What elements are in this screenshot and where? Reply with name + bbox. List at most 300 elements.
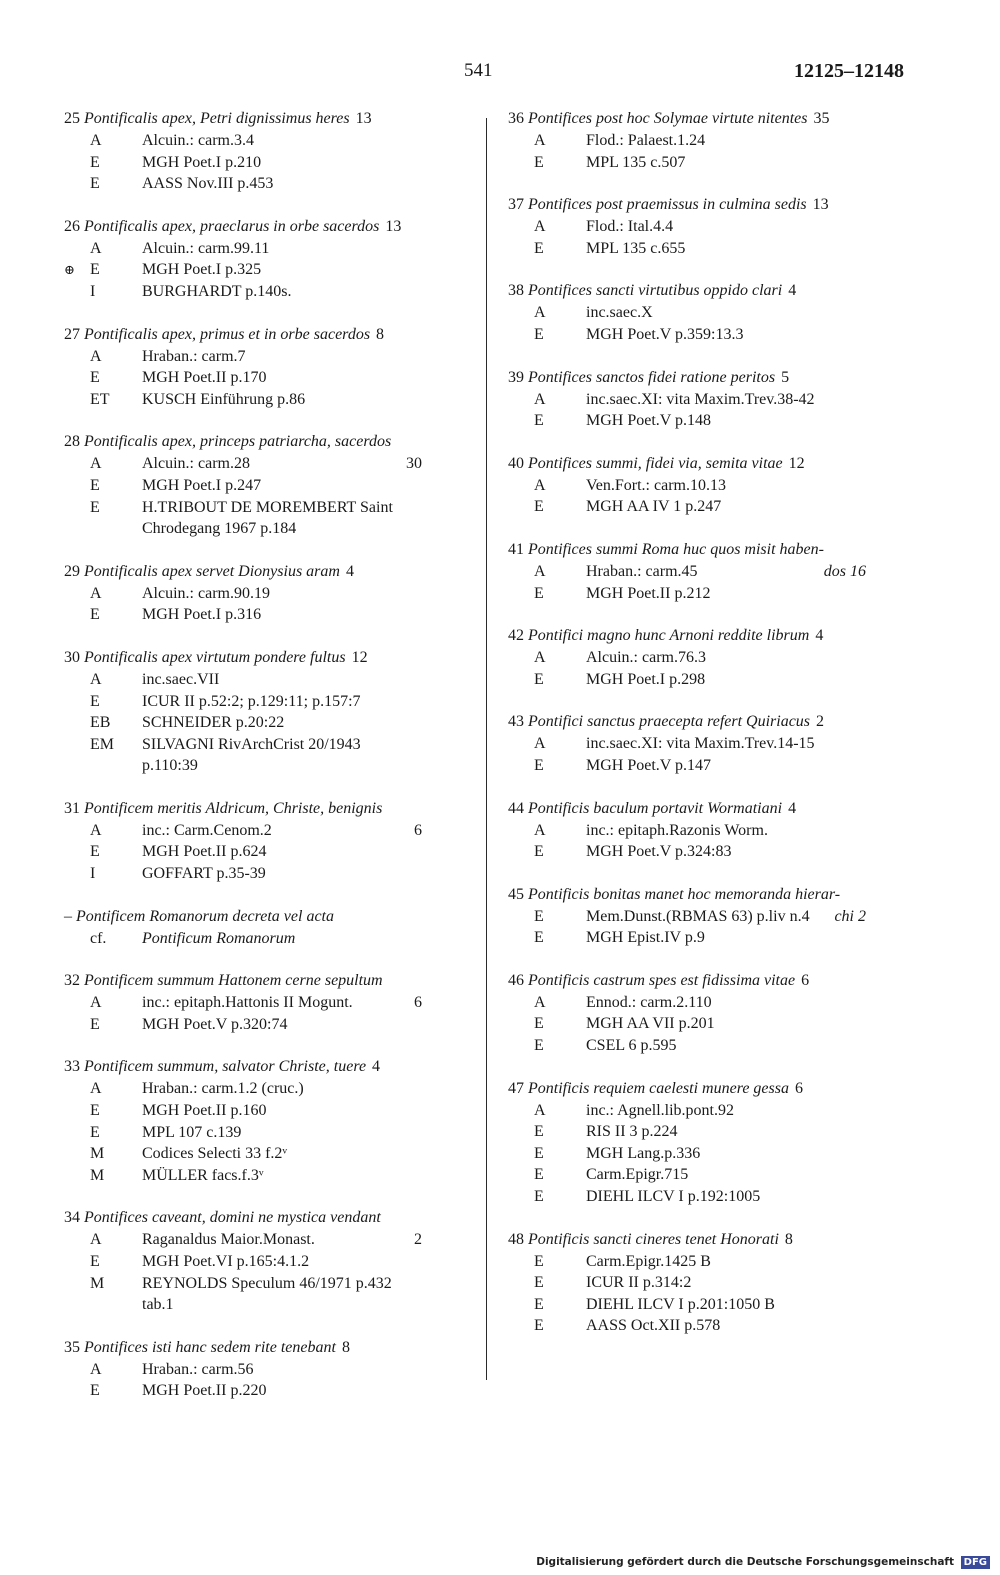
reference-text: MGH Poet.V p.324:83	[586, 843, 732, 861]
reference-row	[508, 583, 908, 605]
reference-code	[508, 1294, 586, 1316]
reference-text: Alcuin.: carm.76.3	[586, 649, 706, 667]
entry-headline	[64, 970, 464, 992]
entry	[64, 108, 464, 195]
reference-code	[508, 302, 586, 324]
reference-code	[508, 475, 586, 497]
entry-headline	[508, 539, 908, 561]
reference-code	[508, 755, 586, 777]
reference-text: ICUR II p.314:2	[586, 1274, 692, 1292]
reference-code	[508, 1272, 586, 1294]
reference-text: Alcuin.: carm.99.11	[142, 239, 270, 257]
reference-code	[64, 1014, 142, 1036]
reference-row	[508, 992, 908, 1014]
reference-code	[64, 281, 142, 303]
entry-incipit: Pontificalis apex, primus et in orbe sacerdos	[84, 325, 371, 343]
reference-code-label: E	[534, 843, 544, 861]
reference-code-label: E	[534, 1015, 544, 1033]
reference-row	[64, 389, 464, 411]
verse-count: 13	[355, 110, 372, 127]
entry-headline	[508, 625, 908, 647]
entry-number: 39	[508, 368, 524, 386]
reference-text: MGH AA VII p.201	[586, 1015, 715, 1033]
entry-incipit: Pontificalis apex, praeclarus in orbe sacerdos	[84, 217, 380, 235]
reference-code	[508, 1315, 586, 1337]
reference-text: Alcuin.: carm.90.19	[142, 584, 270, 602]
entry	[508, 625, 908, 690]
entry-incipit: Pontifici magno hunc Arnoni reddite librum	[528, 627, 810, 645]
entry-number: 40	[508, 454, 524, 472]
entry-incipit: Pontifices summi, fidei via, semita vitae	[528, 454, 783, 472]
reference-text: MGH Poet.II p.170	[142, 369, 267, 387]
reference-text: MGH Poet.I p.210	[142, 153, 262, 171]
verse-count: 4	[372, 1058, 381, 1076]
reference-code-label: E	[534, 756, 544, 774]
reference-code	[508, 238, 586, 260]
reference-text: BURGHARDT p.140s.	[142, 282, 292, 300]
reference-code	[508, 992, 586, 1014]
reference-code	[508, 1121, 586, 1143]
entry-incipit: Pontifices post hoc Solymae virtute nitentes	[528, 110, 808, 127]
reference-code	[508, 1143, 586, 1165]
reference-row	[64, 928, 464, 950]
reference-row	[508, 324, 908, 346]
verse-count: 5	[781, 368, 790, 386]
entry-headline	[508, 1229, 908, 1251]
entry-number: 48	[508, 1230, 524, 1248]
entry-incipit: Pontificalis apex servet Dionysius aram	[84, 562, 340, 580]
reference-code	[508, 583, 586, 605]
reference-code	[64, 453, 142, 475]
reference-text: MGH Poet.I p.325	[142, 261, 262, 279]
entry-incipit: Pontificalis apex virtutum pondere fultus	[84, 648, 346, 666]
reference-code	[64, 669, 142, 691]
entry-number: 42	[508, 627, 524, 645]
reference-code-label: E	[90, 175, 100, 193]
reference-text: MGH Poet.VI p.165:4.1.2	[142, 1253, 310, 1270]
reference-text: MGH Poet.V p.147	[586, 756, 712, 774]
entry-incipit: Pontificis baculum portavit Wormatiani	[528, 799, 783, 817]
entry	[508, 367, 908, 432]
reference-code	[508, 152, 586, 174]
entry-incipit: Pontifices sanctos fidei ratione peritos	[528, 368, 776, 386]
reference-text: p.110:39	[142, 757, 198, 775]
reference-code-label: E	[534, 498, 544, 516]
entry-number: 44	[508, 799, 524, 817]
reference-row	[508, 1164, 908, 1186]
reference-text: MGH Poet.I p.247	[142, 476, 262, 494]
reference-code	[508, 324, 586, 346]
reference-text: H.TRIBOUT DE MOREMBERT Saint	[142, 498, 393, 516]
reference-row	[508, 1100, 908, 1122]
reference-code-label: A	[90, 455, 102, 473]
reference-code-label: A	[90, 670, 102, 688]
reference-code	[64, 1273, 142, 1295]
reference-row	[508, 496, 908, 518]
entry	[508, 884, 908, 949]
reference-code-label: A	[90, 584, 102, 602]
reference-code	[508, 1100, 586, 1122]
entry-incipit: Pontifices post praemissus in culmina sedis	[528, 196, 807, 214]
reference-code	[64, 863, 142, 885]
entry-headline	[64, 1056, 464, 1078]
reference-code-label: A	[90, 132, 102, 149]
reference-code	[508, 1186, 586, 1208]
entry-number: 46	[508, 971, 524, 989]
reference-row	[508, 561, 908, 583]
reference-row	[508, 906, 908, 928]
entry-number: 28	[64, 433, 80, 451]
column-divider	[486, 118, 487, 1380]
reference-text: REYNOLDS Speculum 46/1971 p.432	[142, 1274, 392, 1292]
reference-code	[508, 906, 586, 928]
line-continuation: 30	[406, 455, 422, 473]
reference-row	[64, 1294, 464, 1316]
reference-text: Alcuin.: carm.28	[142, 455, 250, 473]
line-continuation: 6	[414, 821, 422, 839]
reference-text: Pontificum Romanorum	[142, 929, 296, 947]
reference-row	[508, 669, 908, 691]
reference-text: Flod.: Ital.4.4	[586, 218, 674, 236]
entry-headline	[64, 216, 464, 238]
reference-code	[64, 1359, 142, 1381]
reference-code-label: A	[534, 304, 546, 322]
reference-row	[64, 238, 464, 260]
reference-text: MGH Poet.II p.160	[142, 1102, 267, 1120]
entry-incipit: Pontificis castrum spes est fidissima vitae	[528, 971, 796, 989]
verse-count: 8	[376, 325, 385, 343]
reference-code-label: A	[534, 390, 546, 408]
entry-headline	[64, 906, 464, 928]
reference-code	[508, 410, 586, 432]
reference-code-label: EB	[90, 714, 111, 732]
reference-row	[64, 152, 464, 174]
reference-code	[64, 1251, 142, 1273]
reference-code	[508, 496, 586, 518]
entry-number: 32	[64, 972, 80, 990]
reference-code-label: E	[90, 1123, 100, 1141]
reference-code-label: E	[534, 1037, 544, 1055]
reference-row	[508, 1013, 908, 1035]
entry-number: 29	[64, 562, 80, 580]
reference-code-label: E	[90, 1253, 100, 1270]
entry-number: 38	[508, 282, 524, 300]
reference-code-label: E	[534, 1123, 544, 1141]
entry-incipit: Pontifici sanctus praecepta refert Quiriacus	[528, 713, 811, 731]
reference-text: inc.saec.VII	[142, 670, 220, 688]
reference-row	[508, 1272, 908, 1294]
reference-text: RIS II 3 p.224	[586, 1123, 678, 1141]
reference-code-label: E	[534, 1274, 544, 1292]
entry-number: 27	[64, 325, 80, 343]
reference-code	[64, 1100, 142, 1122]
footer-credit	[536, 1556, 990, 1569]
right-column	[508, 108, 908, 1358]
reference-row	[508, 820, 908, 842]
entry	[64, 431, 464, 539]
reference-row	[64, 173, 464, 195]
reference-code-label: E	[90, 692, 100, 710]
reference-text: SILVAGNI RivArchCrist 20/1943	[142, 735, 361, 753]
reference-code	[64, 583, 142, 605]
reference-code	[508, 1251, 586, 1273]
reference-row	[64, 1359, 464, 1381]
verse-count: 4	[788, 799, 797, 817]
entry	[508, 453, 908, 518]
entry-number: 30	[64, 648, 80, 666]
entry	[508, 1229, 908, 1337]
reference-code-label: I	[90, 865, 96, 883]
entry-number: –	[64, 907, 72, 925]
reference-row	[64, 755, 464, 777]
line-continuation: 6	[414, 994, 422, 1012]
reference-code-label: E	[90, 369, 100, 387]
left-column	[64, 108, 464, 1423]
reference-row	[64, 367, 464, 389]
entry	[508, 194, 908, 259]
reference-text: DIEHL ILCV I p.201:1050 B	[586, 1295, 775, 1313]
entry	[64, 324, 464, 411]
reference-code	[64, 1143, 142, 1165]
entry-headline	[508, 280, 908, 302]
reference-row	[508, 1035, 908, 1057]
entry-headline	[64, 108, 464, 130]
verse-count: 13	[812, 196, 829, 214]
reference-code	[64, 1078, 142, 1100]
reference-row	[64, 820, 464, 842]
reference-code	[64, 173, 142, 195]
entry-number: 25	[64, 110, 80, 127]
reference-text: inc.saec.XI: vita Maxim.Trev.14-15	[586, 735, 815, 753]
reference-code-label: A	[534, 821, 546, 839]
line-continuation: dos 16	[823, 562, 866, 580]
reference-text: Mem.Dunst.(RBMAS 63) p.liv n.4	[586, 907, 810, 925]
verse-count: 12	[788, 454, 805, 472]
reference-code	[508, 561, 586, 583]
reference-code-label: cf.	[90, 929, 107, 947]
reference-code	[64, 734, 142, 756]
reference-code-label: A	[534, 562, 546, 580]
reference-text: MGH AA IV 1 p.247	[586, 498, 722, 516]
reference-row	[508, 238, 908, 260]
reference-text: Hraban.: carm.7	[142, 347, 246, 365]
entry-headline	[508, 798, 908, 820]
dfg-logo: DFG	[961, 1556, 990, 1569]
reference-code	[508, 1035, 586, 1057]
entry-headline	[64, 798, 464, 820]
entry-headline	[508, 108, 908, 130]
cross-marker-icon: ⊕	[64, 262, 75, 278]
reference-code	[64, 497, 142, 519]
entry-number: 41	[508, 540, 524, 558]
reference-text: Carm.Epigr.1425 B	[586, 1252, 711, 1270]
reference-row	[64, 1273, 464, 1295]
reference-text: Ennod.: carm.2.110	[586, 993, 712, 1011]
entry-headline	[508, 453, 908, 475]
entry-headline	[64, 324, 464, 346]
reference-code-label: E	[90, 153, 100, 171]
reference-text: inc.saec.X	[586, 304, 653, 322]
reference-code	[508, 389, 586, 411]
reference-text: MGH Epist.IV p.9	[586, 929, 705, 947]
reference-row	[508, 1121, 908, 1143]
entry	[64, 561, 464, 626]
entry	[64, 798, 464, 885]
entry-incipit: Pontificis bonitas manet hoc memoranda hierar-	[528, 885, 841, 903]
reference-row	[64, 691, 464, 713]
reference-code	[508, 733, 586, 755]
verse-count: 4	[788, 282, 797, 300]
entry-headline	[64, 647, 464, 669]
reference-text: Hraban.: carm.56	[142, 1360, 254, 1378]
reference-code-label: E	[90, 1382, 100, 1400]
reference-text: SCHNEIDER p.20:22	[142, 714, 285, 732]
reference-row	[64, 604, 464, 626]
reference-row	[508, 841, 908, 863]
entry-incipit: Pontificem summum Hattonem cerne sepultum	[84, 972, 383, 990]
reference-row	[508, 1315, 908, 1337]
reference-row	[64, 497, 464, 519]
reference-row	[508, 389, 908, 411]
verse-count: 6	[794, 1079, 803, 1097]
entry	[508, 711, 908, 776]
reference-row	[508, 733, 908, 755]
reference-code-label: E	[90, 843, 100, 861]
reference-text: AASS Nov.III p.453	[142, 175, 274, 193]
reference-row	[508, 410, 908, 432]
line-continuation: 2	[414, 1231, 422, 1249]
entry-incipit: Pontificis sancti cineres tenet Honorati	[528, 1230, 779, 1248]
reference-code-label: M	[90, 1145, 105, 1163]
reference-code-label: E	[534, 153, 544, 171]
reference-row	[508, 152, 908, 174]
reference-text: MÜLLER facs.f.3ᵛ	[142, 1166, 264, 1184]
entry	[508, 798, 908, 863]
reference-text: CSEL 6 p.595	[586, 1037, 677, 1055]
reference-text: Flod.: Palaest.1.24	[586, 132, 706, 149]
reference-row	[64, 734, 464, 756]
entry-headline	[508, 1078, 908, 1100]
reference-code-label: E	[534, 584, 544, 602]
entry-incipit: Pontificem meritis Aldricum, Christe, benignis	[84, 799, 383, 817]
reference-code-label: E	[534, 1317, 544, 1335]
reference-code-label: E	[534, 1188, 544, 1206]
reference-code-label: E	[534, 929, 544, 947]
reference-text: Hraban.: carm.1.2 (cruc.)	[142, 1080, 304, 1098]
entry-number: 43	[508, 713, 524, 731]
entry-incipit: Pontificalis apex, princeps patriarcha, sacerdos	[84, 433, 392, 451]
entry-number: 26	[64, 217, 80, 235]
reference-code	[508, 647, 586, 669]
reference-code	[64, 152, 142, 174]
reference-code-label: EM	[90, 735, 114, 753]
reference-text: MGH Poet.I p.316	[142, 606, 262, 624]
reference-text: MPL 135 c.655	[586, 239, 686, 257]
entry	[64, 1337, 464, 1402]
reference-text: DIEHL ILCV I p.192:1005	[586, 1188, 761, 1206]
entry-incipit: Pontificalis apex, Petri dignissimus heres	[84, 110, 350, 127]
reference-code-label: M	[90, 1274, 105, 1292]
reference-code-label: E	[534, 1166, 544, 1184]
reference-text: Alcuin.: carm.3.4	[142, 132, 254, 149]
entry-incipit: Pontifices sancti virtutibus oppido clari	[528, 282, 783, 300]
reference-row	[64, 1100, 464, 1122]
reference-code	[508, 820, 586, 842]
entry-incipit: Pontificem Romanorum decreta vel acta	[76, 907, 334, 925]
entry	[508, 539, 908, 604]
reference-code	[64, 928, 142, 950]
reference-code	[64, 475, 142, 497]
entry-headline	[64, 431, 464, 453]
entry-headline	[508, 367, 908, 389]
reference-row	[64, 130, 464, 152]
reference-row	[64, 669, 464, 691]
reference-code-label: E	[90, 476, 100, 494]
reference-code-label: E	[90, 261, 100, 279]
entry-number: 37	[508, 196, 524, 214]
reference-text: ICUR II p.52:2; p.129:11; p.157:7	[142, 692, 361, 710]
entry-number: 31	[64, 799, 80, 817]
line-continuation: chi 2	[834, 907, 866, 925]
reference-code	[508, 216, 586, 238]
reference-code-label: A	[534, 1101, 546, 1119]
reference-text: inc.: epitaph.Hattonis II Mogunt.	[142, 994, 353, 1012]
reference-row	[64, 518, 464, 540]
verse-count: 4	[815, 627, 824, 645]
reference-row	[64, 583, 464, 605]
reference-code-label: E	[534, 325, 544, 343]
reference-code-label: A	[534, 649, 546, 667]
reference-code	[64, 992, 142, 1014]
reference-row	[64, 1078, 464, 1100]
footer-text: Digitalisierung gefördert durch die Deutsche Forschungsgemeinschaft	[536, 1556, 954, 1568]
reference-code	[64, 346, 142, 368]
reference-code-label: A	[90, 239, 102, 257]
reference-code-label: A	[90, 1080, 102, 1098]
reference-code	[64, 841, 142, 863]
entry	[508, 970, 908, 1057]
reference-code	[64, 712, 142, 734]
reference-text: Raganaldus Maior.Monast.	[142, 1231, 315, 1249]
reference-text: inc.: Agnell.lib.pont.92	[586, 1101, 734, 1119]
reference-text: MPL 107 c.139	[142, 1123, 242, 1141]
reference-row	[64, 346, 464, 368]
entry-number: 36	[508, 110, 524, 127]
reference-text: Codices Selecti 33 f.2ᵛ	[142, 1145, 288, 1163]
entry	[508, 280, 908, 345]
reference-row	[64, 1143, 464, 1165]
reference-code	[64, 604, 142, 626]
reference-row	[64, 259, 464, 281]
entry-number: 35	[64, 1338, 80, 1356]
entry	[64, 906, 464, 950]
reference-code-label: A	[534, 218, 546, 236]
reference-code-label: E	[534, 1295, 544, 1313]
reference-code-label: E	[534, 1252, 544, 1270]
verse-count: 8	[784, 1230, 793, 1248]
reference-row	[508, 216, 908, 238]
reference-code-label: A	[534, 993, 546, 1011]
reference-code	[64, 238, 142, 260]
reference-code	[508, 1013, 586, 1035]
reference-code-label: M	[90, 1166, 105, 1184]
entry	[64, 647, 464, 777]
reference-code	[64, 1122, 142, 1144]
reference-text: MPL 135 c.507	[586, 153, 686, 171]
reference-text: MGH Poet.V p.320:74	[142, 1015, 288, 1033]
verse-count: 8	[341, 1338, 350, 1356]
verse-count: 4	[345, 562, 354, 580]
